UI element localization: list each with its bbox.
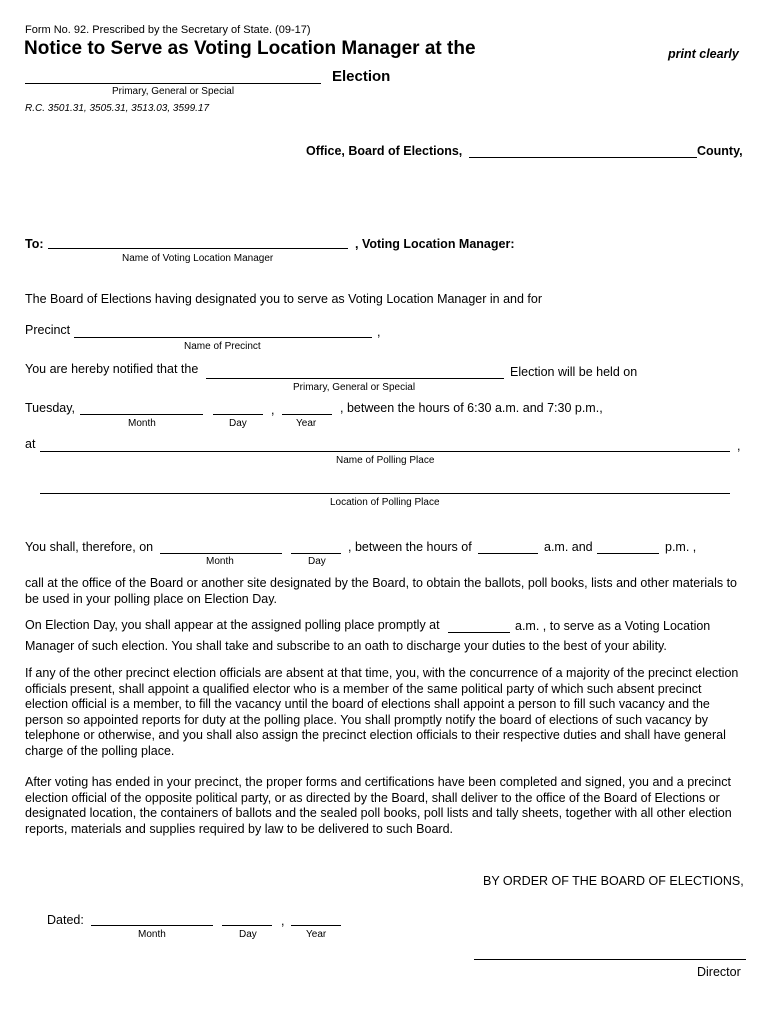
manager-name-field[interactable] (48, 248, 348, 249)
date-comma: , (271, 403, 275, 417)
polling-place-comma: , (737, 439, 741, 453)
notified-text: You are hereby notified that the (25, 362, 199, 376)
manager-name-caption: Name of Voting Location Manager (122, 253, 274, 264)
year-caption: Year (296, 418, 317, 429)
pickup-am-field[interactable] (478, 553, 538, 554)
dated-day-caption: Day (239, 929, 257, 940)
manager-oath-text: Manager of such election. You shall take and subscribe to an oath to discharge your duties to the best of your ability. (25, 639, 667, 653)
by-order-text: BY ORDER OF THE BOARD OF ELECTIONS, (483, 874, 744, 888)
election-held-text: Election will be held on (510, 365, 638, 379)
month-caption: Month (128, 418, 156, 429)
pm-text: p.m. , (665, 540, 697, 554)
precinct-caption: Name of Precinct (184, 341, 261, 352)
dated-month-field[interactable] (91, 925, 213, 926)
between-hours-text: , between the hours of (348, 540, 472, 554)
office-label: Office, Board of Elections, (306, 144, 463, 158)
election-type-caption: Primary, General or Special (112, 86, 235, 97)
county-label: County, (697, 144, 743, 158)
polling-location-caption: Location of Polling Place (330, 497, 440, 508)
election-type-caption-body: Primary, General or Special (293, 382, 416, 393)
am-and-text: a.m. and (544, 540, 593, 554)
designated-text: The Board of Elections having designated you to serve as Voting Location Manager in and for (25, 292, 542, 306)
at-label: at (25, 437, 36, 451)
director-signature-field[interactable] (474, 959, 746, 960)
election-type-field[interactable] (25, 83, 321, 84)
precinct-comma: , (377, 325, 381, 339)
to-label: To: (25, 237, 44, 251)
dated-comma: , (281, 914, 285, 928)
polling-place-caption: Name of Polling Place (336, 455, 435, 466)
am-serve-text: a.m. , to serve as a Voting Location (515, 619, 711, 633)
pickup-day-field[interactable] (291, 553, 341, 554)
election-month-field[interactable] (80, 414, 203, 415)
election-day-text: On Election Day, you shall appear at the assigned polling place promptly at (25, 618, 440, 632)
voting-location-manager-label: , Voting Location Manager: (355, 237, 515, 251)
arrival-time-field[interactable] (448, 632, 510, 633)
day-caption: Day (229, 418, 247, 429)
election-type-field-body[interactable] (206, 378, 504, 379)
election-year-field[interactable] (282, 414, 332, 415)
form-number: Form No. 92. Prescribed by the Secretary of State. (09-17) (25, 24, 311, 36)
polling-place-location-field[interactable] (40, 493, 730, 494)
pickup-day-caption: Day (308, 556, 326, 567)
shall-on-text: You shall, therefore, on (25, 540, 154, 554)
after-voting-paragraph: After voting has ended in your precinct, the proper forms and certifications have been completed and signed, you and a precinct election official of the opposite political party, or as directed by the Board, shall deliver to the office of the Board of Elections or designated location, the containers of ballots and the sealed poll books, poll lists and tally sheets, together with all other election reports, materials and supplies required by law to be delivered to such Board. (25, 775, 732, 836)
revised-code-reference: R.C. 3501.31, 3505.31, 3513.03, 3599.17 (25, 103, 210, 114)
director-label: Director (697, 965, 741, 979)
pickup-pm-field[interactable] (597, 553, 659, 554)
pickup-month-field[interactable] (160, 553, 282, 554)
pickup-month-caption: Month (206, 556, 234, 567)
hours-text: , between the hours of 6:30 a.m. and 7:30 p.m., (340, 401, 603, 415)
form-title: Notice to Serve as Voting Location Manager at the (24, 38, 476, 59)
election-day-field[interactable] (213, 414, 263, 415)
county-field[interactable] (469, 157, 697, 158)
polling-place-name-field[interactable] (40, 451, 730, 452)
precinct-field[interactable] (74, 337, 372, 338)
precinct-label: Precinct (25, 323, 71, 337)
dated-year-caption: Year (306, 929, 327, 940)
dated-day-field[interactable] (222, 925, 272, 926)
absent-officials-paragraph: If any of the other precinct election officials are absent at that time, you, with the concurrence of a majority of the precinct election officials present, shall appoint a qualified elector who is a member of the same political party of which such absent precinct election official is a member, to fill the vacancy until the board of elections shall appoint a person to fill such vacancy and the person so appointed reports for duty at the polling place. You shall promptly notify the board of elections of such vacancy by telephone or otherwise, and you shall also assign the precinct election officials to their respective duties and shall have general charge of the polling place. (25, 666, 739, 758)
dated-year-field[interactable] (291, 925, 341, 926)
dated-month-caption: Month (138, 929, 166, 940)
dated-label: Dated: (47, 913, 84, 927)
call-paragraph: call at the office of the Board or another site designated by the Board, to obtain the ballots, poll books, lists and other materials to be used in your polling place on Election Day. (25, 576, 738, 606)
print-clearly-note: print clearly (668, 47, 739, 61)
election-label: Election (332, 68, 391, 85)
tuesday-label: Tuesday, (25, 401, 76, 415)
